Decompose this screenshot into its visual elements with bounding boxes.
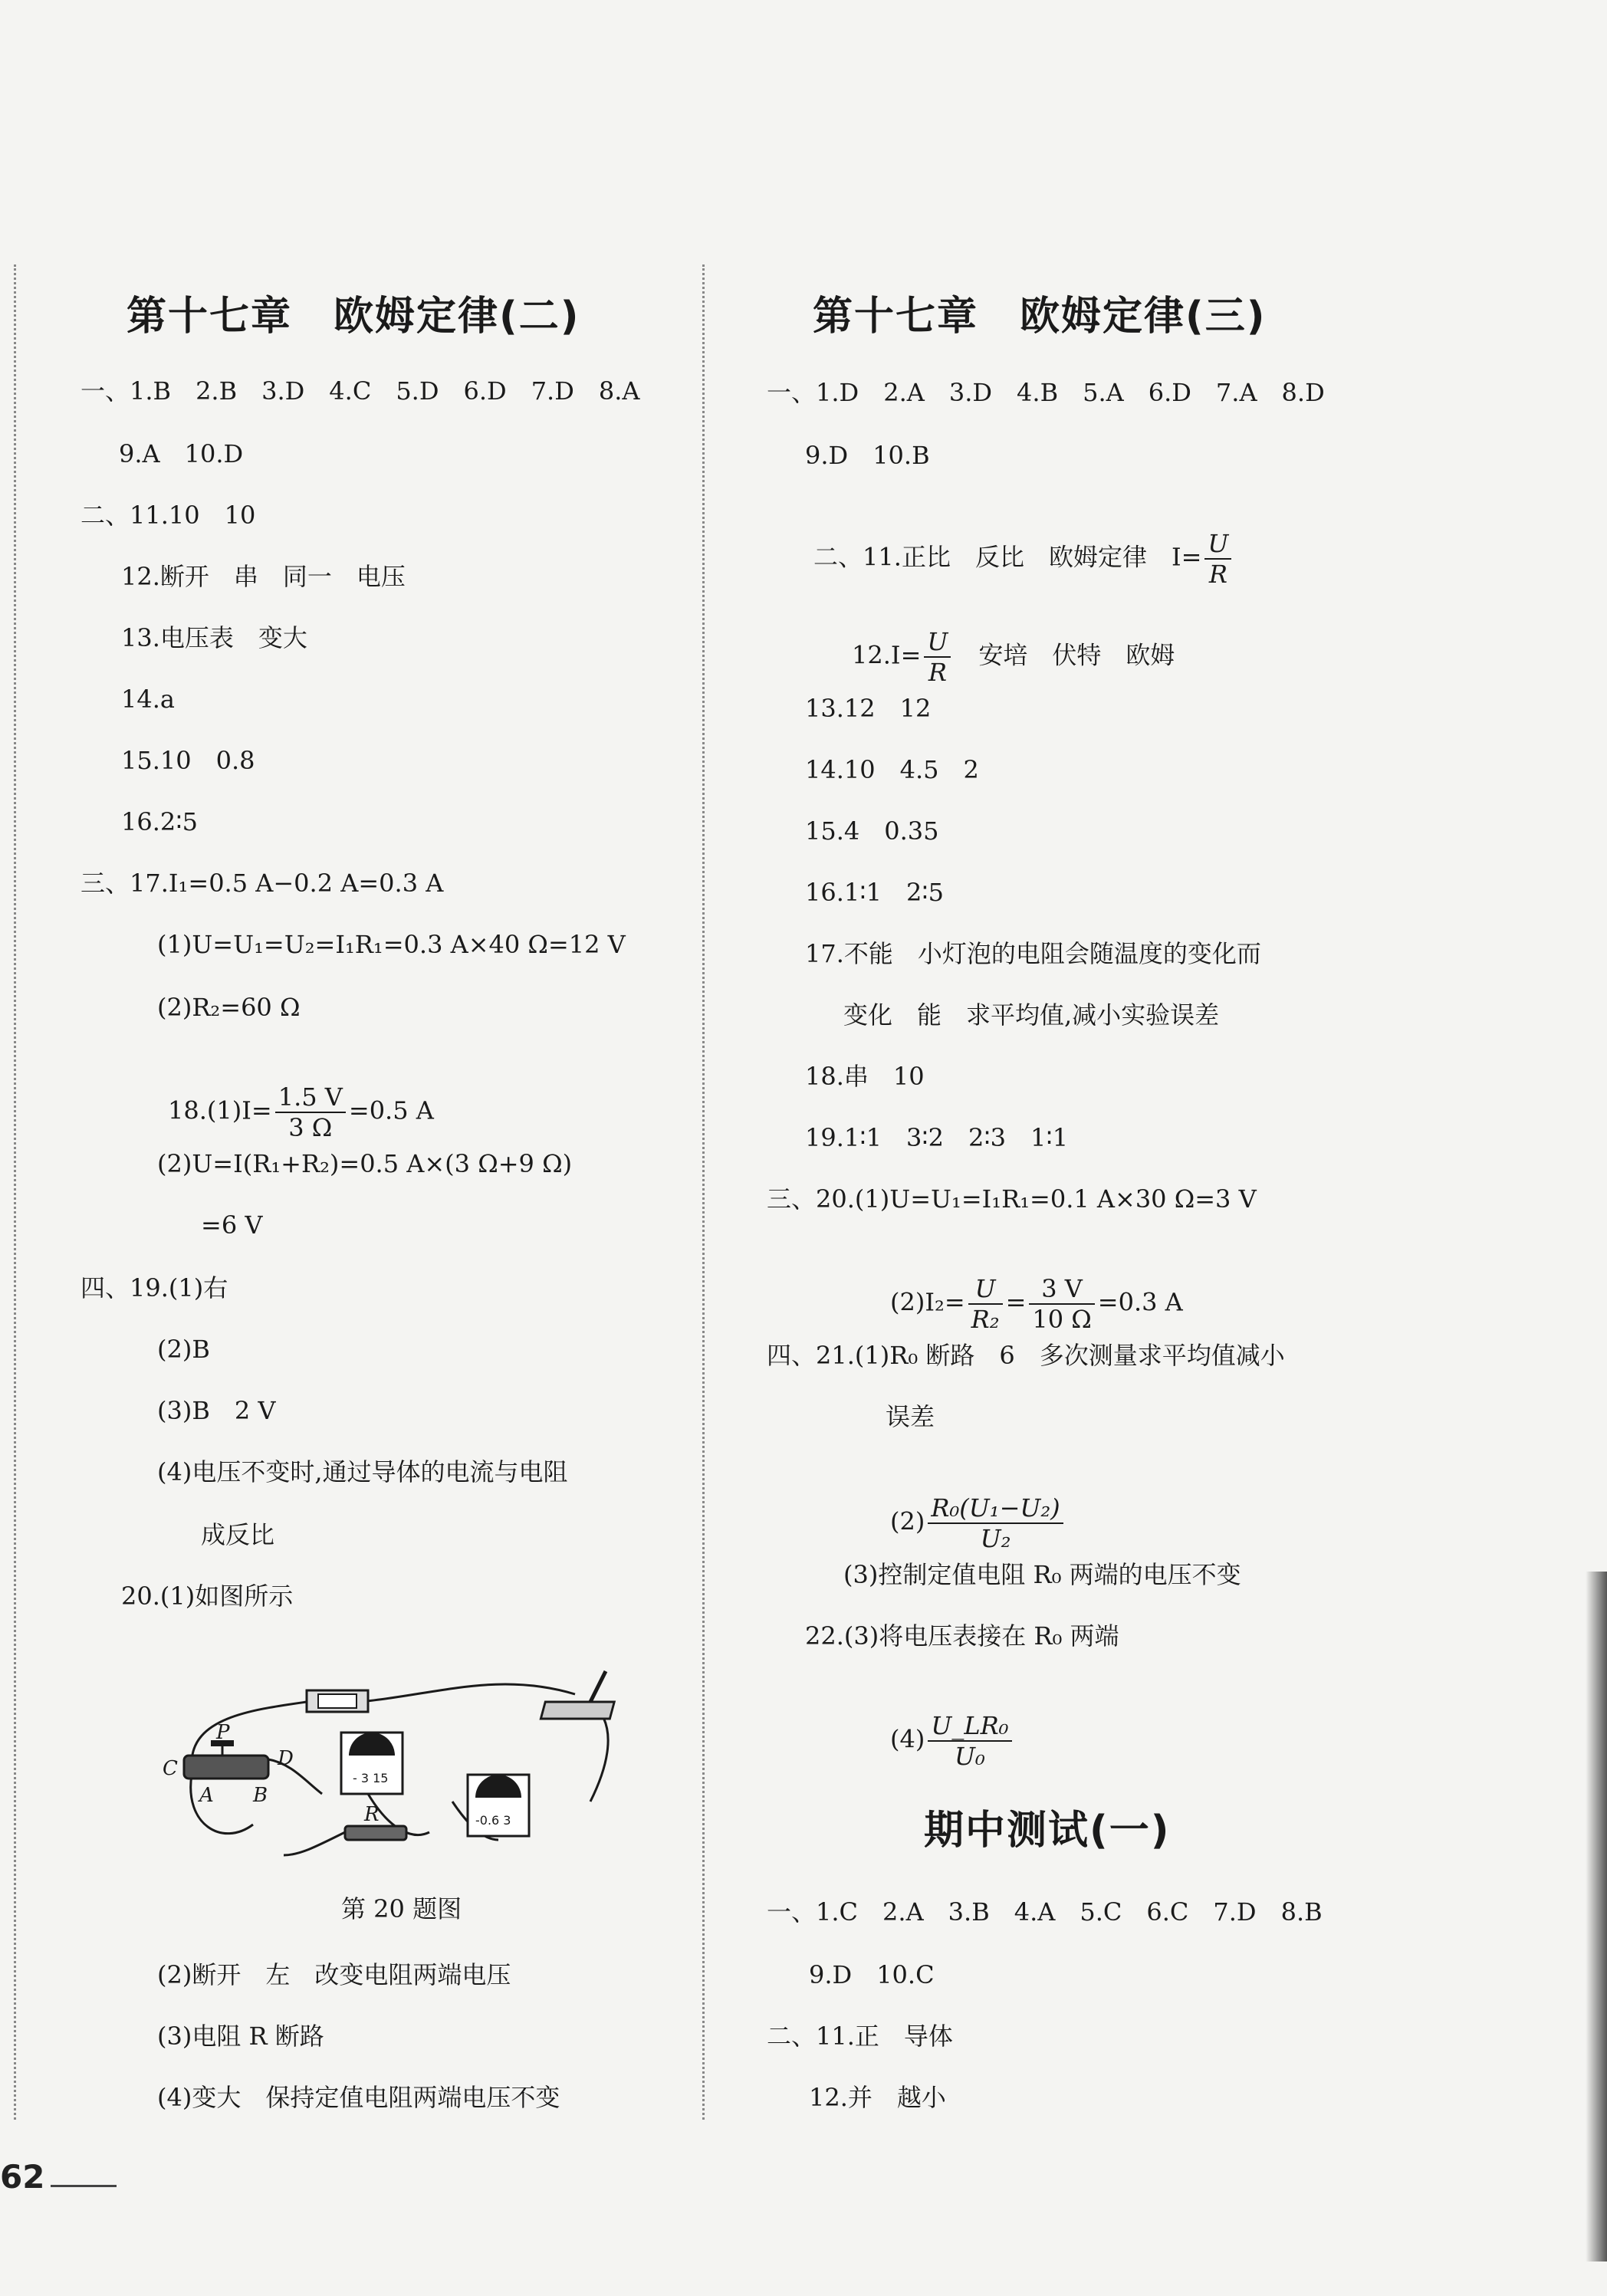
fill-q14: 14.a (121, 685, 175, 714)
fill-q15: 15.10 0.8 (121, 746, 255, 775)
fill-q18: 18.串 10 (805, 1062, 925, 1091)
mc-answers-row2: 9.D 10.B (805, 441, 930, 470)
exp-q20-1: 20.(1)如图所示 (121, 1582, 294, 1611)
exp-q19-1: 四、19.(1)右 (81, 1273, 228, 1302)
label-r: R (364, 1803, 380, 1826)
section-title: 第十七章 欧姆定律(三) (813, 294, 1267, 340)
calc-q18-2: (2)U=I(R₁+R₂)=0.5 A×(3 Ω+9 Ω) (157, 1149, 573, 1178)
calc-q17-2: (2)R₂=60 Ω (157, 993, 301, 1022)
exp-q22-4: (4) $\frac{\text{U\_LR₀}}{\text{U₀}}$ (843, 1680, 1015, 1802)
fill-q11: 二、11.正比 反比 欧姆定律 I= $\frac{U}{R}$ (767, 498, 1234, 619)
scan-edge-shadow (1586, 1572, 1607, 2262)
fill-q12: 12.I= $\frac{U}{R}$ 安培 伏特 欧姆 (852, 627, 1175, 687)
mc-answers-row1: 一、1.D 2.A 3.D 4.B 5.A 6.D 7.A 8.D (767, 378, 1325, 407)
label-c: C (163, 1757, 178, 1780)
calc-q20-1: 三、20.(1)U=U₁=I₁R₁=0.1 A×30 Ω=3 V (767, 1184, 1257, 1214)
calc-q17: 三、17.I₁=0.5 A−0.2 A=0.3 A (81, 869, 444, 898)
figure-caption: 第 20 题图 (341, 1894, 462, 1923)
middle-dotted-divider (702, 264, 705, 2120)
page-number: 62 (0, 2158, 45, 2196)
exp-q19-4a: (4)电压不变时,通过导体的电流与电阻 (157, 1457, 568, 1486)
t2-fill-q12: 12.并 越小 (809, 2083, 946, 2112)
left-column (0, 0, 690, 2296)
t2-fill-q11: 二、11.正 导体 (767, 2022, 953, 2051)
fill-q15: 15.4 0.35 (805, 816, 939, 846)
fill-q13: 13.电压表 变大 (121, 623, 307, 652)
fraction: $\frac{\text{R₀(U₁−U₂)}}{\text{U₂}}$ (928, 1493, 1063, 1553)
voltmeter-scale: - 3 15 (353, 1771, 389, 1785)
exp-q19-2: (2)B (157, 1335, 210, 1364)
exp-q20-4: (4)变大 保持定值电阻两端电压不变 (157, 2083, 560, 2112)
fill-q13: 13.12 12 (805, 694, 932, 723)
fraction: $\frac{1.5 V}{3 \Omega}$ (275, 1082, 346, 1142)
fraction: $\frac{\text{U\_LR₀}}{\text{U₀}}$ (928, 1711, 1011, 1771)
label-a: A (199, 1784, 214, 1807)
label-p: P (216, 1721, 230, 1744)
right-column (767, 0, 1457, 2296)
exp-q20-2: (2)断开 左 改变电阻两端电压 (157, 1960, 511, 1989)
exp-q21-1a: 四、21.(1)R₀ 断路 6 多次测量求平均值减小 (767, 1341, 1285, 1370)
fill-q19: 19.1∶1 3∶2 2∶3 1∶1 (805, 1123, 1069, 1152)
calc-q18-2-result: =6 V (201, 1210, 263, 1240)
fill-q16: 16.2∶5 (121, 807, 198, 836)
calc-q17-1: (1)U=U₁=U₂=I₁R₁=0.3 A×40 Ω=12 V (157, 930, 626, 959)
calc-q18-1: 18.(1)I= $\frac{1.5 V}{3 \Omega}$ =0.5 A (168, 1082, 434, 1142)
label-b: B (253, 1784, 268, 1807)
fill-q11: 二、11.10 10 (81, 501, 256, 530)
fill-q12: 12.断开 串 同一 电压 (121, 562, 406, 591)
exp-q21-1b: 误差 (886, 1402, 935, 1431)
exp-q21-2: (2) $\frac{\text{R₀(U₁−U₂)}}{\text{U₂}}$ (843, 1463, 1066, 1584)
t2-mc-answers-row2: 9.D 10.C (809, 1960, 935, 1989)
fill-q14: 14.10 4.5 2 (805, 755, 979, 784)
exp-q20-3: (3)电阻 R 断路 (157, 2022, 324, 2051)
fraction: $\frac{U}{\text{R₂}}$ (968, 1274, 1003, 1334)
exp-q19-4b: 成反比 (201, 1520, 275, 1549)
section-title-2: 期中测试(一) (924, 1808, 1171, 1854)
page-number-rule (51, 2185, 117, 2187)
fraction: $\frac{U}{R}$ (1204, 529, 1231, 589)
ammeter-scale: -0.6 3 (475, 1813, 511, 1828)
mc-answers-row2: 9.A 10.D (119, 439, 244, 468)
section-title: 第十七章 欧姆定律(二) (127, 294, 580, 340)
t2-mc-answers-row1: 一、1.C 2.A 3.B 4.A 5.C 6.C 7.D 8.B (767, 1897, 1323, 1926)
fraction: $\frac{3 V}{10 \Omega}$ (1029, 1274, 1094, 1334)
fill-q16: 16.1∶1 2∶5 (805, 878, 944, 907)
fill-q17b: 变化 能 求平均值,减小实验误差 (843, 1000, 1220, 1030)
fill-q17a: 17.不能 小灯泡的电阻会随温度的变化而 (805, 939, 1261, 968)
exp-q22-3: 22.(3)将电压表接在 R₀ 两端 (805, 1621, 1119, 1651)
circuit-figure (161, 1648, 652, 1878)
label-d: D (278, 1747, 294, 1770)
fraction: $\frac{U}{R}$ (924, 627, 951, 687)
exp-q19-3: (3)B 2 V (157, 1396, 276, 1425)
mc-answers-row1: 一、1.B 2.B 3.D 4.C 5.D 6.D 7.D 8.A (81, 376, 640, 406)
calc-q20-2: (2)I₂= $\frac{U}{\text{R₂}}$ = $\frac{3 V}{10 \Omega}$ =0.3 A (890, 1274, 1183, 1334)
exp-q21-3: (3)控制定值电阻 R₀ 两端的电压不变 (843, 1560, 1241, 1589)
